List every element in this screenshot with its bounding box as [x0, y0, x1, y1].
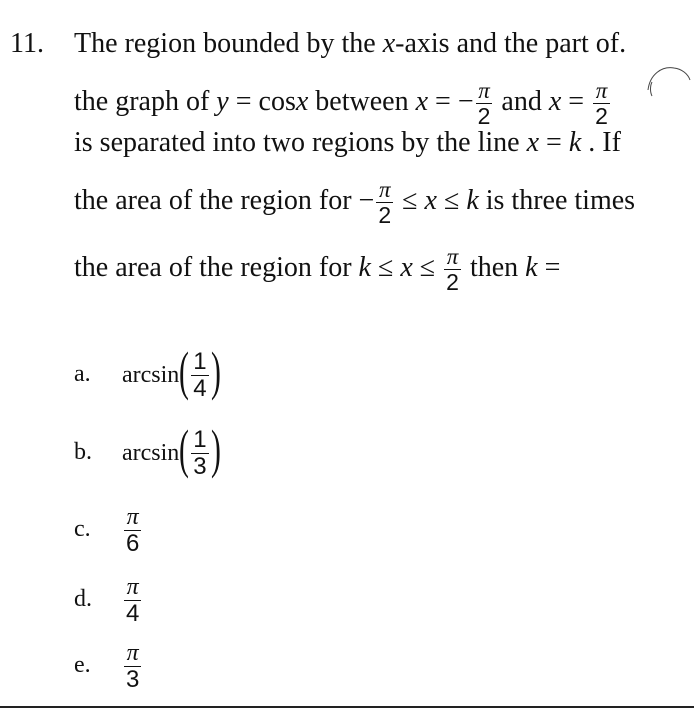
left-paren: ( [179, 341, 190, 401]
answer-option-d[interactable] [74, 570, 374, 630]
left-paren: ( [179, 419, 190, 479]
question-line-1: The region bounded by the x-axis and the part of. [74, 28, 627, 59]
right-paren: ) [210, 419, 221, 479]
fraction-pi-over-2: $\frac{\pi}{2}$ [595, 78, 608, 129]
question-number: 11. [10, 28, 44, 59]
option-label: a. [74, 361, 91, 387]
answer-option-c[interactable] [74, 500, 374, 560]
fraction-pi-over-2: $\frac{\pi}{2}$ [446, 244, 459, 295]
question-line-3: is separated into two regions by the line x = k . If [74, 127, 621, 158]
question-line-5: the area of the region for k ≤ x ≤ $\frac{\pi}{2}$ then k = [74, 244, 561, 295]
fraction-pi-over-3: $\frac{\pi}{3}$ [126, 639, 140, 693]
fraction-1-over-3: $\frac{1}{3}$ [193, 425, 207, 480]
option-expression: arcsin ( $\frac{1}{4}$ ) [122, 341, 221, 402]
fraction-pi-over-4: $\frac{\pi}{4}$ [126, 573, 140, 627]
option-label: d. [74, 586, 92, 612]
option-label: c. [74, 516, 91, 542]
fraction-1-over-4: $\frac{1}{4}$ [193, 347, 207, 402]
option-expression [122, 636, 143, 696]
pen-scribble [646, 60, 692, 106]
option-expression [122, 500, 143, 560]
answer-option-e[interactable] [74, 636, 374, 696]
fraction-pi-over-2: $\frac{\pi}{2}$ [477, 78, 491, 129]
question-line-2: the graph of y = cosx between x = − $\frac{\pi}{2}$ and x = $\frac{\pi}{2}$ [74, 78, 608, 129]
fraction-pi-over-2: $\frac{\pi}{2}$ [378, 177, 392, 228]
option-expression: arcsin ( $\frac{1}{3}$ ) [122, 419, 221, 480]
right-paren: ) [210, 341, 221, 401]
question-line-4: the area of the region for − $\frac{\pi}{2}$ ≤ x ≤ k is three times [74, 177, 636, 228]
option-expression [122, 570, 143, 630]
option-label: b. [74, 439, 92, 465]
fraction-pi-over-6: $\frac{\pi}{6}$ [126, 503, 140, 557]
option-label: e. [74, 652, 91, 678]
bottom-divider [0, 706, 694, 708]
answer-option-b[interactable] [74, 419, 374, 483]
answer-option-a[interactable] [74, 341, 374, 405]
